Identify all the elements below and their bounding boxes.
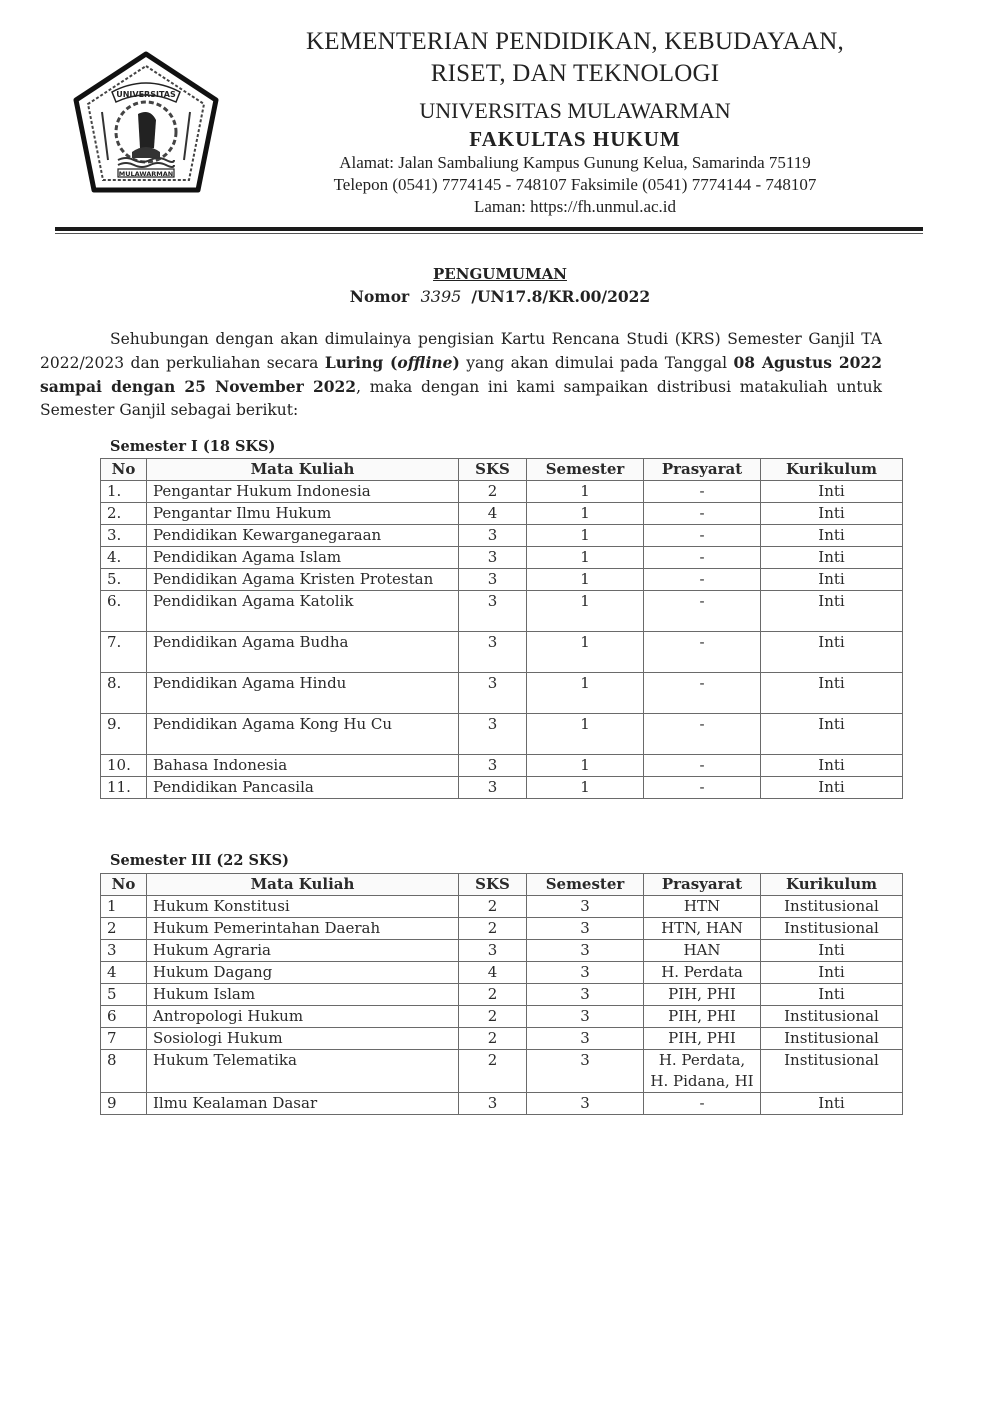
letterhead: [270, 26, 880, 218]
announcement-title: PENGUMUMAN: [433, 265, 567, 283]
university-name: UNIVERSITAS MULAWARMAN: [419, 98, 731, 123]
cell-no: 4: [101, 962, 147, 984]
cell-sem: 1: [527, 673, 644, 714]
table-row: [101, 896, 903, 918]
number-prefix: Nomor: [349, 287, 410, 306]
cell-sks: 2: [459, 984, 527, 1006]
cell-sks: 3: [459, 714, 527, 755]
cell-name: Bahasa Indonesia: [147, 755, 459, 777]
cell-name: Pengantar Ilmu Hukum: [147, 503, 459, 525]
cell-sem: 3: [527, 896, 644, 918]
cell-sem: 1: [527, 755, 644, 777]
para-bold: Luring (: [324, 353, 398, 372]
cell-name: Pendidikan Pancasila: [147, 777, 459, 799]
cell-sem: 3: [527, 940, 644, 962]
cell-kur: Inti: [761, 777, 903, 799]
cell-sks: 3: [459, 777, 527, 799]
col-sks: SKS: [459, 874, 527, 896]
cell-kur: Inti: [761, 984, 903, 1006]
university-emblem-icon: [70, 48, 222, 198]
cell-pre: -: [644, 525, 761, 547]
cell-sks: 2: [459, 918, 527, 940]
cell-sks: 3: [459, 1093, 527, 1115]
cell-sem: 1: [527, 481, 644, 503]
cell-pre: -: [644, 503, 761, 525]
cell-no: 9.: [101, 714, 147, 755]
handwritten-number: 3395: [420, 287, 462, 306]
table-row: [101, 1093, 903, 1115]
cell-kur: Inti: [761, 481, 903, 503]
cell-no: 7.: [101, 632, 147, 673]
cell-pre: PIH, PHI: [644, 1006, 761, 1028]
cell-pre: HTN: [644, 896, 761, 918]
cell-no: 3: [101, 940, 147, 962]
cell-pre: PIH, PHI: [644, 984, 761, 1006]
cell-kur: Inti: [761, 714, 903, 755]
cell-sks: 3: [459, 632, 527, 673]
cell-kur: Inti: [761, 1093, 903, 1115]
table-row: [101, 632, 903, 673]
cell-name: Hukum Konstitusi: [147, 896, 459, 918]
semester-1-title: Semester I (18 SKS): [110, 438, 276, 455]
cell-kur: Institusional: [761, 1006, 903, 1028]
table-row: [101, 755, 903, 777]
cell-name: Pendidikan Agama Kong Hu Cu: [147, 714, 459, 755]
ministry-line-2: RISET, DAN TEKNOLOGI: [430, 60, 720, 87]
cell-sem: 1: [527, 503, 644, 525]
cell-kur: Institusional: [761, 1028, 903, 1050]
cell-sks: 3: [459, 547, 527, 569]
table-row: [101, 591, 903, 632]
cell-sem: 3: [527, 984, 644, 1006]
cell-kur: Inti: [761, 503, 903, 525]
para-italic: offline: [397, 353, 453, 372]
cell-kur: Inti: [761, 525, 903, 547]
cell-pre: -: [644, 591, 761, 632]
cell-sem: 3: [527, 962, 644, 984]
semester-3-table: [100, 873, 903, 1115]
cell-no: 1.: [101, 481, 147, 503]
cell-no: 1: [101, 896, 147, 918]
address: Alamat: Jalan Sambaliung Kampus Gunung Kelua, Samarinda 75119: [339, 153, 811, 172]
cell-no: 5.: [101, 569, 147, 591]
col-semester: Semester: [527, 459, 644, 481]
cell-kur: Inti: [761, 962, 903, 984]
cell-name: Pendidikan Agama Katolik: [147, 591, 459, 632]
para-text: , maka dengan ini kami sampaikan distribusi matakuliah untuk Semester Ganjil sebagai berikut:: [40, 378, 882, 419]
cell-sks: 3: [459, 569, 527, 591]
table-row: [101, 547, 903, 569]
cell-pre: -: [644, 569, 761, 591]
cell-no: 5: [101, 984, 147, 1006]
announcement-heading: [0, 265, 1000, 306]
table-row: [101, 962, 903, 984]
cell-kur: Inti: [761, 569, 903, 591]
cell-name: Pendidikan Agama Islam: [147, 547, 459, 569]
cell-sem: 1: [527, 777, 644, 799]
cell-sem: 1: [527, 547, 644, 569]
cell-kur: Inti: [761, 591, 903, 632]
cell-name: Antropologi Hukum: [147, 1006, 459, 1028]
col-prerequisite: Prasyarat: [644, 874, 761, 896]
phone-fax: Telepon (0541) 7774145 - 748107 Faksimile (0541) 7774144 - 748107: [333, 175, 817, 194]
svg-text:UNIVERSITAS: UNIVERSITAS: [116, 90, 176, 99]
cell-sks: 4: [459, 503, 527, 525]
table-row: [101, 777, 903, 799]
cell-sks: 2: [459, 1006, 527, 1028]
col-no: No: [101, 459, 147, 481]
cell-pre: -: [644, 547, 761, 569]
cell-no: 8: [101, 1050, 147, 1093]
table-header-row: [101, 459, 903, 481]
table-row: [101, 714, 903, 755]
cell-name: Hukum Pemerintahan Daerah: [147, 918, 459, 940]
semester-1-table: [100, 458, 903, 799]
cell-kur: Inti: [761, 940, 903, 962]
cell-pre: -: [644, 755, 761, 777]
cell-no: 9: [101, 1093, 147, 1115]
cell-kur: Inti: [761, 547, 903, 569]
cell-sem: 3: [527, 1093, 644, 1115]
cell-kur: Institusional: [761, 896, 903, 918]
cell-kur: Institusional: [761, 1050, 903, 1093]
cell-pre: HTN, HAN: [644, 918, 761, 940]
cell-name: Pendidikan Agama Budha: [147, 632, 459, 673]
table-header-row: [101, 874, 903, 896]
cell-sem: 1: [527, 525, 644, 547]
table-row: [101, 503, 903, 525]
cell-sks: 2: [459, 1028, 527, 1050]
cell-no: 6: [101, 1006, 147, 1028]
cell-name: Pendidikan Agama Kristen Protestan: [147, 569, 459, 591]
cell-no: 10.: [101, 755, 147, 777]
cell-sks: 2: [459, 896, 527, 918]
cell-no: 8.: [101, 673, 147, 714]
cell-no: 7: [101, 1028, 147, 1050]
table-row: [101, 918, 903, 940]
cell-name: Hukum Agraria: [147, 940, 459, 962]
faculty-name: FAKULTAS HUKUM: [469, 127, 681, 151]
cell-kur: Inti: [761, 673, 903, 714]
cell-sem: 1: [527, 569, 644, 591]
semester-3-title: Semester III (22 SKS): [110, 852, 289, 869]
cell-pre: HAN: [644, 940, 761, 962]
cell-name: Hukum Telematika: [147, 1050, 459, 1093]
cell-no: 11.: [101, 777, 147, 799]
table-row: [101, 1006, 903, 1028]
cell-sks: 3: [459, 591, 527, 632]
website: Laman: https://fh.unmul.ac.id: [473, 197, 677, 216]
para-dates: 08 Agustus 2022 sampai dengan 25 November 2022: [40, 353, 882, 396]
announcement-number: [0, 287, 1000, 306]
cell-pre: -: [644, 777, 761, 799]
cell-pre: -: [644, 714, 761, 755]
cell-no: 6.: [101, 591, 147, 632]
table-row: [101, 940, 903, 962]
cell-name: Ilmu Kealaman Dasar: [147, 1093, 459, 1115]
cell-sem: 1: [527, 632, 644, 673]
col-semester: Semester: [527, 874, 644, 896]
table-row: [101, 481, 903, 503]
cell-pre: PIH, PHI: [644, 1028, 761, 1050]
cell-sem: 3: [527, 1006, 644, 1028]
cell-sem: 1: [527, 591, 644, 632]
para-text: yang akan dimulai pada Tanggal: [459, 354, 734, 372]
cell-sks: 3: [459, 755, 527, 777]
cell-name: Hukum Islam: [147, 984, 459, 1006]
table-row: [101, 673, 903, 714]
number-suffix: /UN17.8/KR.00/2022: [471, 287, 651, 306]
cell-kur: Inti: [761, 632, 903, 673]
cell-sks: 2: [459, 1050, 527, 1093]
cell-sem: 1: [527, 714, 644, 755]
cell-name: Sosiologi Hukum: [147, 1028, 459, 1050]
para-bold-end: ): [452, 353, 460, 372]
cell-no: 3.: [101, 525, 147, 547]
col-course: Mata Kuliah: [147, 459, 459, 481]
cell-sem: 3: [527, 1028, 644, 1050]
cell-pre: H. Perdata: [644, 962, 761, 984]
cell-no: 2: [101, 918, 147, 940]
cell-sks: 3: [459, 673, 527, 714]
col-course: Mata Kuliah: [147, 874, 459, 896]
svg-text:MULAWARMAN: MULAWARMAN: [118, 170, 174, 178]
table-row: [101, 569, 903, 591]
cell-pre: -: [644, 673, 761, 714]
cell-name: Pendidikan Kewarganegaraan: [147, 525, 459, 547]
cell-sks: 3: [459, 940, 527, 962]
col-sks: SKS: [459, 459, 527, 481]
cell-pre: H. Perdata, H. Pidana, HI: [644, 1050, 761, 1093]
col-no: No: [101, 874, 147, 896]
letterhead-divider-thin: [55, 233, 923, 234]
para-text: Sehubungan dengan akan dimulainya pengisian Kartu Rencana Studi (KRS) Semester Ganjil TA 2022/2023 dan perkuliahan secara: [40, 330, 882, 372]
col-curriculum: Kurikulum: [761, 874, 903, 896]
cell-sem: 3: [527, 918, 644, 940]
cell-no: 4.: [101, 547, 147, 569]
cell-pre: -: [644, 1093, 761, 1115]
cell-pre: -: [644, 632, 761, 673]
letterhead-divider: [55, 227, 923, 231]
table-row: [101, 1050, 903, 1093]
table-row: [101, 1028, 903, 1050]
ministry-line-1: KEMENTERIAN PENDIDIKAN, KEBUDAYAAN,: [306, 28, 844, 55]
cell-pre: -: [644, 481, 761, 503]
table-row: [101, 984, 903, 1006]
cell-sks: 2: [459, 481, 527, 503]
cell-kur: Inti: [761, 755, 903, 777]
cell-name: Pengantar Hukum Indonesia: [147, 481, 459, 503]
cell-name: Pendidikan Agama Hindu: [147, 673, 459, 714]
col-curriculum: Kurikulum: [761, 459, 903, 481]
cell-name: Hukum Dagang: [147, 962, 459, 984]
cell-kur: Institusional: [761, 918, 903, 940]
table-row: [101, 525, 903, 547]
col-prerequisite: Prasyarat: [644, 459, 761, 481]
cell-sem: 3: [527, 1050, 644, 1093]
cell-no: 2.: [101, 503, 147, 525]
intro-paragraph: [40, 328, 882, 422]
cell-sks: 4: [459, 962, 527, 984]
cell-sks: 3: [459, 525, 527, 547]
